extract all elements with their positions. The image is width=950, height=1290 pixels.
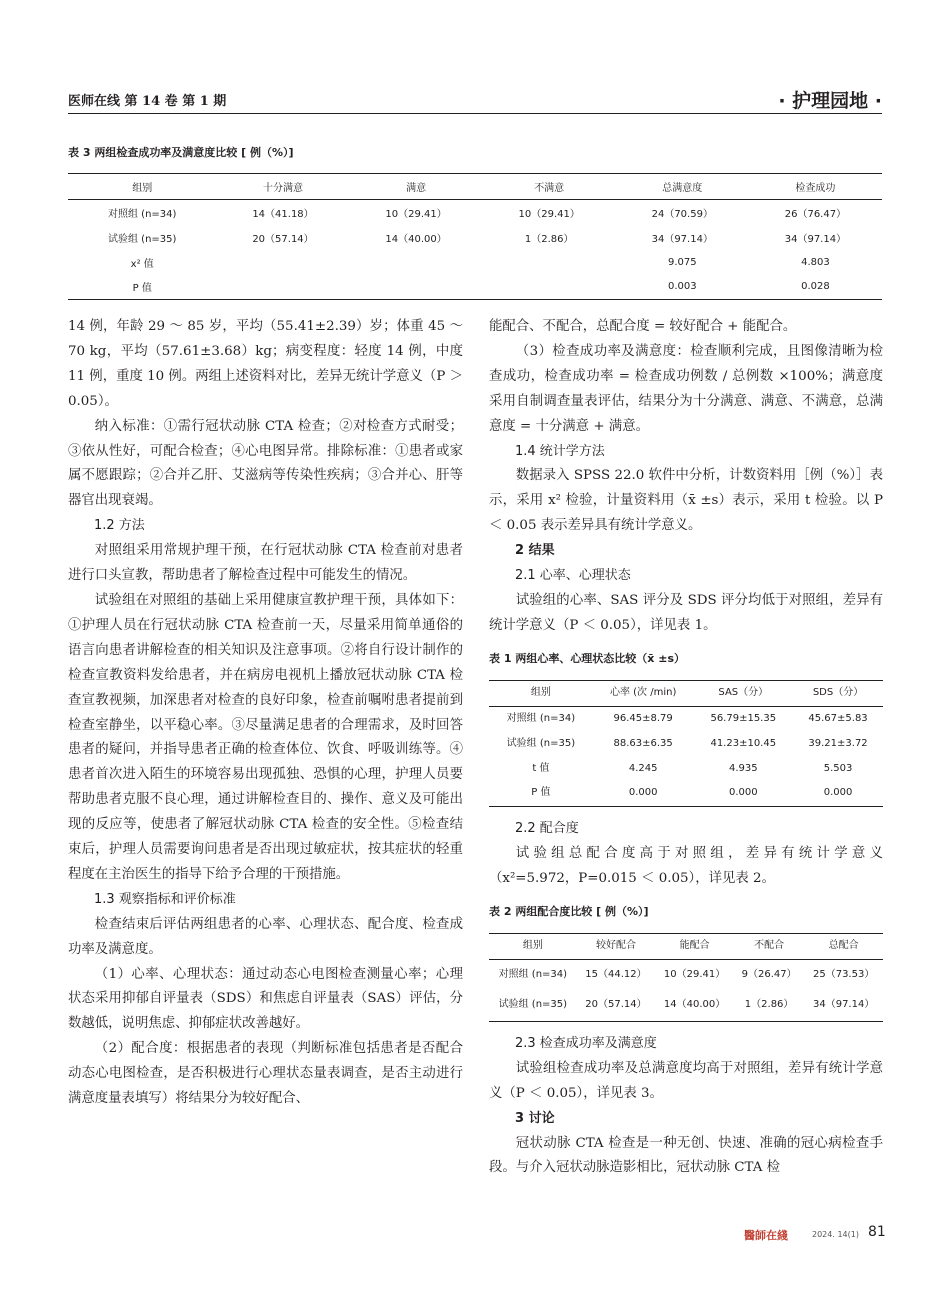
table-header-cell: 组别 (132, 183, 153, 194)
table-cell: 20（57.14） (252, 233, 314, 245)
table-header-cell: 能配合 (679, 939, 710, 951)
table-1-caption: 表 1 两组心率、心理状态比较（x̄ ±s） (489, 651, 686, 665)
header-rule (68, 113, 882, 114)
table-cell: 34（97.14） (651, 233, 713, 245)
section-heading: 2.2 配合度 (515, 821, 579, 837)
section-header: · 护理园地 · (778, 90, 882, 112)
table-cell: 14（40.00） (385, 233, 447, 245)
issue-label: 2024. 14(1) (812, 1230, 859, 1239)
paragraph: 对照组采用常规护理干预，在行冠状动脉 CTA 检查前对患者进行口头宣教，帮助患者了解检查过程中可能发生的情况。 (68, 543, 463, 584)
table-2 (489, 900, 883, 1022)
table-cell: 对照组 (n=34) (108, 208, 177, 220)
table-cell: 4.803 (801, 256, 830, 268)
paragraph: （2）配合度：根据患者的表现（判断标准包括患者是否配合动态心电图检查，是否积极进行心理状态量表调查，是否主动进行满意度量表填写）将结果分为较好配合、 (68, 1041, 463, 1107)
paragraph: 试验组的心率、SAS 评分及 SDS 评分均低于对照组，差异有统计学意义（P ＜ 0.05），详见表 1。 (489, 592, 883, 633)
table-row (489, 990, 883, 1021)
table-row (68, 225, 882, 250)
table-header-cell: 不配合 (754, 939, 785, 951)
table-cell: 88.63±6.35 (613, 737, 673, 749)
table-row (489, 781, 883, 806)
table-3 (68, 144, 882, 300)
table-header-cell: SDS（分） (812, 686, 864, 698)
table-cell (216, 275, 349, 300)
table-cell: 24（70.59） (651, 208, 713, 220)
table-row (68, 250, 882, 275)
table-cell: 56.79±15.35 (710, 712, 777, 724)
journal-header: 医师在线 第 14 卷 第 1 期 (68, 94, 227, 109)
table-cell: 试验组 (n=35) (108, 233, 177, 245)
table-cell (483, 250, 616, 275)
table-cell: 20（57.14） (585, 999, 647, 1011)
right-column (489, 315, 883, 1181)
table-cell: t 值 (532, 762, 550, 774)
table-cell: 1（2.86） (524, 233, 574, 245)
section-heading: 1.3 观察指标和评价标准 (94, 891, 236, 907)
table-cell: P 值 (531, 787, 551, 799)
table-header-cell: 组别 (530, 686, 551, 698)
journal-logo: 醫師在綫 (744, 1229, 788, 1242)
table-header-cell: 不满意 (534, 183, 565, 194)
table-cell: 10（29.41） (663, 968, 726, 980)
table-cell: P 值 (132, 283, 152, 295)
table-cell: 9（26.47） (741, 968, 797, 980)
table-cell: 试验组 (n=35) (498, 999, 568, 1011)
table-cell: 34（97.14） (784, 233, 847, 245)
section-heading: 1.2 方法 (94, 518, 145, 534)
section-heading: 3 讨论 (515, 1110, 555, 1126)
table-3-grid (68, 173, 882, 300)
table-header-cell: 总满意度 (662, 183, 703, 194)
section-heading: 2 结果 (515, 543, 555, 559)
table-header-row (489, 933, 883, 959)
table-cell: 0.000 (728, 787, 758, 799)
section-heading: 1.4 统计学方法 (515, 443, 605, 459)
page-number: 81 (868, 1224, 886, 1240)
table-cell: 1（2.86） (744, 999, 794, 1011)
left-column (68, 315, 463, 1112)
paragraph: 试验组在对照组的基础上采用健康宣教护理干预，具体如下：①护理人员在行冠状动脉 CTA 检查前一天，尽量采用简单通俗的语言向患者讲解检查的相关知识及注意事项。②将自行设计制作的检查宣教资料发给患者，并在病房电视机上播放冠状动脉 CTA 检查宣教视频，加深患者对检查的良好印象，检查前嘱咐患者提前到检查室静坐，以平稳心率。③尽量满足患者的合理需求，及时回答患者的疑问，并指导患者正确的检查体位、饮食、呼吸训练等。④患者首次进入陌生的环境容易出现孤独、恐惧的心理，护理人员要帮助患者克服不良心理，通过讲解检查目的、操作、意义及可能出现的反应等，使患者了解冠状动脉 CTA 检查的安全性。⑤检查结束后，护理人员需要询问患者是否出现过敏症状，按其症状的轻重程度在主治医生的指导下给予合理的干预措施。 (68, 592, 463, 882)
table-cell: 对照组 (n=34) (498, 968, 568, 980)
table-row (489, 706, 883, 731)
table-cell: 试验组 (n=35) (506, 737, 576, 749)
table-header-cell: SAS（分） (718, 686, 769, 698)
table-header-cell: 组别 (522, 939, 543, 951)
paragraph: 冠状动脉 CTA 检查是一种无创、快速、准确的冠心病检查手段。与介入冠状动脉造影相比，冠状动脉 CTA 检 (489, 1135, 883, 1176)
section-heading: 2.3 检查成功率及满意度 (515, 1035, 657, 1051)
table-header-cell: 满意 (406, 183, 427, 194)
table-row (68, 200, 882, 225)
table-header-cell: 较好配合 (595, 939, 636, 951)
table-header-row (68, 174, 882, 200)
table-cell: 10（29.41） (385, 208, 447, 220)
table-cell: 39.21±3.72 (808, 737, 868, 749)
paragraph: 14 例，年龄 29 ～ 85 岁，平均（55.41±2.39）岁；体重 45 ～ 70 kg，平均（57.61±3.68）kg；病变程度：轻度 14 例，中度 11 例，重度 10 例。两组上述资料对比，差异无统计学意义（P ＞ 0.05）。 (68, 319, 463, 409)
table-header-cell: 十分满意 (263, 183, 303, 194)
table-cell: 0.028 (801, 281, 830, 293)
table-cell (350, 275, 483, 300)
table-row (489, 959, 883, 990)
table-header-row (489, 680, 883, 706)
table-header-cell: 总配合 (828, 939, 859, 951)
table-1-grid (489, 680, 883, 808)
paragraph: （1）心率、心理状态：通过动态心电图检查测量心率；心理状态采用抑郁自评量表（SDS）和焦虑自评量表（SAS）评估，分数越低，说明焦虑、抑郁症状改善越好。 (68, 966, 463, 1032)
table-cell: 0.003 (667, 281, 697, 293)
table-cell (216, 250, 349, 275)
table-cell: 9.075 (667, 256, 697, 268)
table-cell (350, 250, 483, 275)
paragraph: 试验组检查成功率及总满意度均高于对照组，差异有统计学意义（P ＜ 0.05），详见表 3。 (489, 1060, 883, 1101)
table-row (489, 757, 883, 782)
table-2-grid (489, 933, 883, 1022)
table-cell: 96.45±8.79 (613, 712, 673, 724)
table-cell: 4.245 (628, 762, 658, 774)
table-cell: 34（97.14） (812, 999, 875, 1011)
table-cell: 41.23±10.45 (710, 737, 777, 749)
table-cell: 0.000 (823, 787, 853, 799)
table-cell (483, 275, 616, 300)
table-cell: 5.503 (823, 762, 853, 774)
table-cell: x² 值 (130, 258, 154, 270)
table-header-cell: 检查成功 (795, 183, 836, 194)
paragraph: 纳入标准：①需行冠状动脉 CTA 检查；②对检查方式耐受；③依从性好，可配合检查；④心电图异常。排除标准：①患者或家属不愿跟踪；②合并乙肝、艾滋病等传染性疾病；③合并心、肝等器官出现衰竭。 (68, 418, 463, 509)
table-cell: 对照组 (n=34) (506, 712, 576, 724)
table-cell: 10（29.41） (518, 208, 580, 220)
paragraph: 数据录入 SPSS 22.0 软件中分析，计数资料用［例（%）］表示，采用 x² 检验，计量资料用（x̄ ±s）表示，采用 t 检验。以 P ＜ 0.05 表示差异具有统计学意义。 (489, 468, 883, 534)
paragraph: 试验组总配合度高于对照组，差异有统计学意义（x²=5.972，P=0.015 ＜ 0.05），详见表 2。 (489, 846, 883, 887)
table-cell: 14（41.18） (252, 208, 314, 220)
table-cell: 26（76.47） (784, 208, 847, 220)
paragraph: （3）检查成功率及满意度：检查顺利完成，且图像清晰为检查成功，检查成功率 = 检查成功例数 / 总例数 ×100%；满意度采用自制调查量表评估，结果分为十分满意、满意、不满意，总满意度 = 十分满意 + 满意。 (489, 343, 883, 434)
table-header-cell: 心率 (次 /min) (609, 686, 677, 698)
paragraph: 能配合、不配合，总配合度 = 较好配合 + 能配合。 (489, 319, 797, 334)
table-cell: 4.935 (728, 762, 758, 774)
paragraph: 检查结束后评估两组患者的心率、心理状态、配合度、检查成功率及满意度。 (68, 916, 463, 957)
table-cell: 15（44.12） (585, 968, 647, 980)
table-cell: 25（73.53） (812, 968, 875, 980)
table-3-caption: 表 3 两组检查成功率及满意度比较 [ 例（%）] (68, 146, 294, 159)
table-row (489, 732, 883, 757)
table-cell: 14（40.00） (663, 999, 726, 1011)
section-heading: 2.1 心率、心理状态 (515, 568, 631, 584)
table-cell: 45.67±5.83 (808, 712, 868, 724)
table-cell: 0.000 (628, 787, 658, 799)
table-1 (489, 647, 883, 808)
table-2-caption: 表 2 两组配合度比较 [ 例（%）] (489, 905, 649, 919)
table-row (68, 275, 882, 300)
